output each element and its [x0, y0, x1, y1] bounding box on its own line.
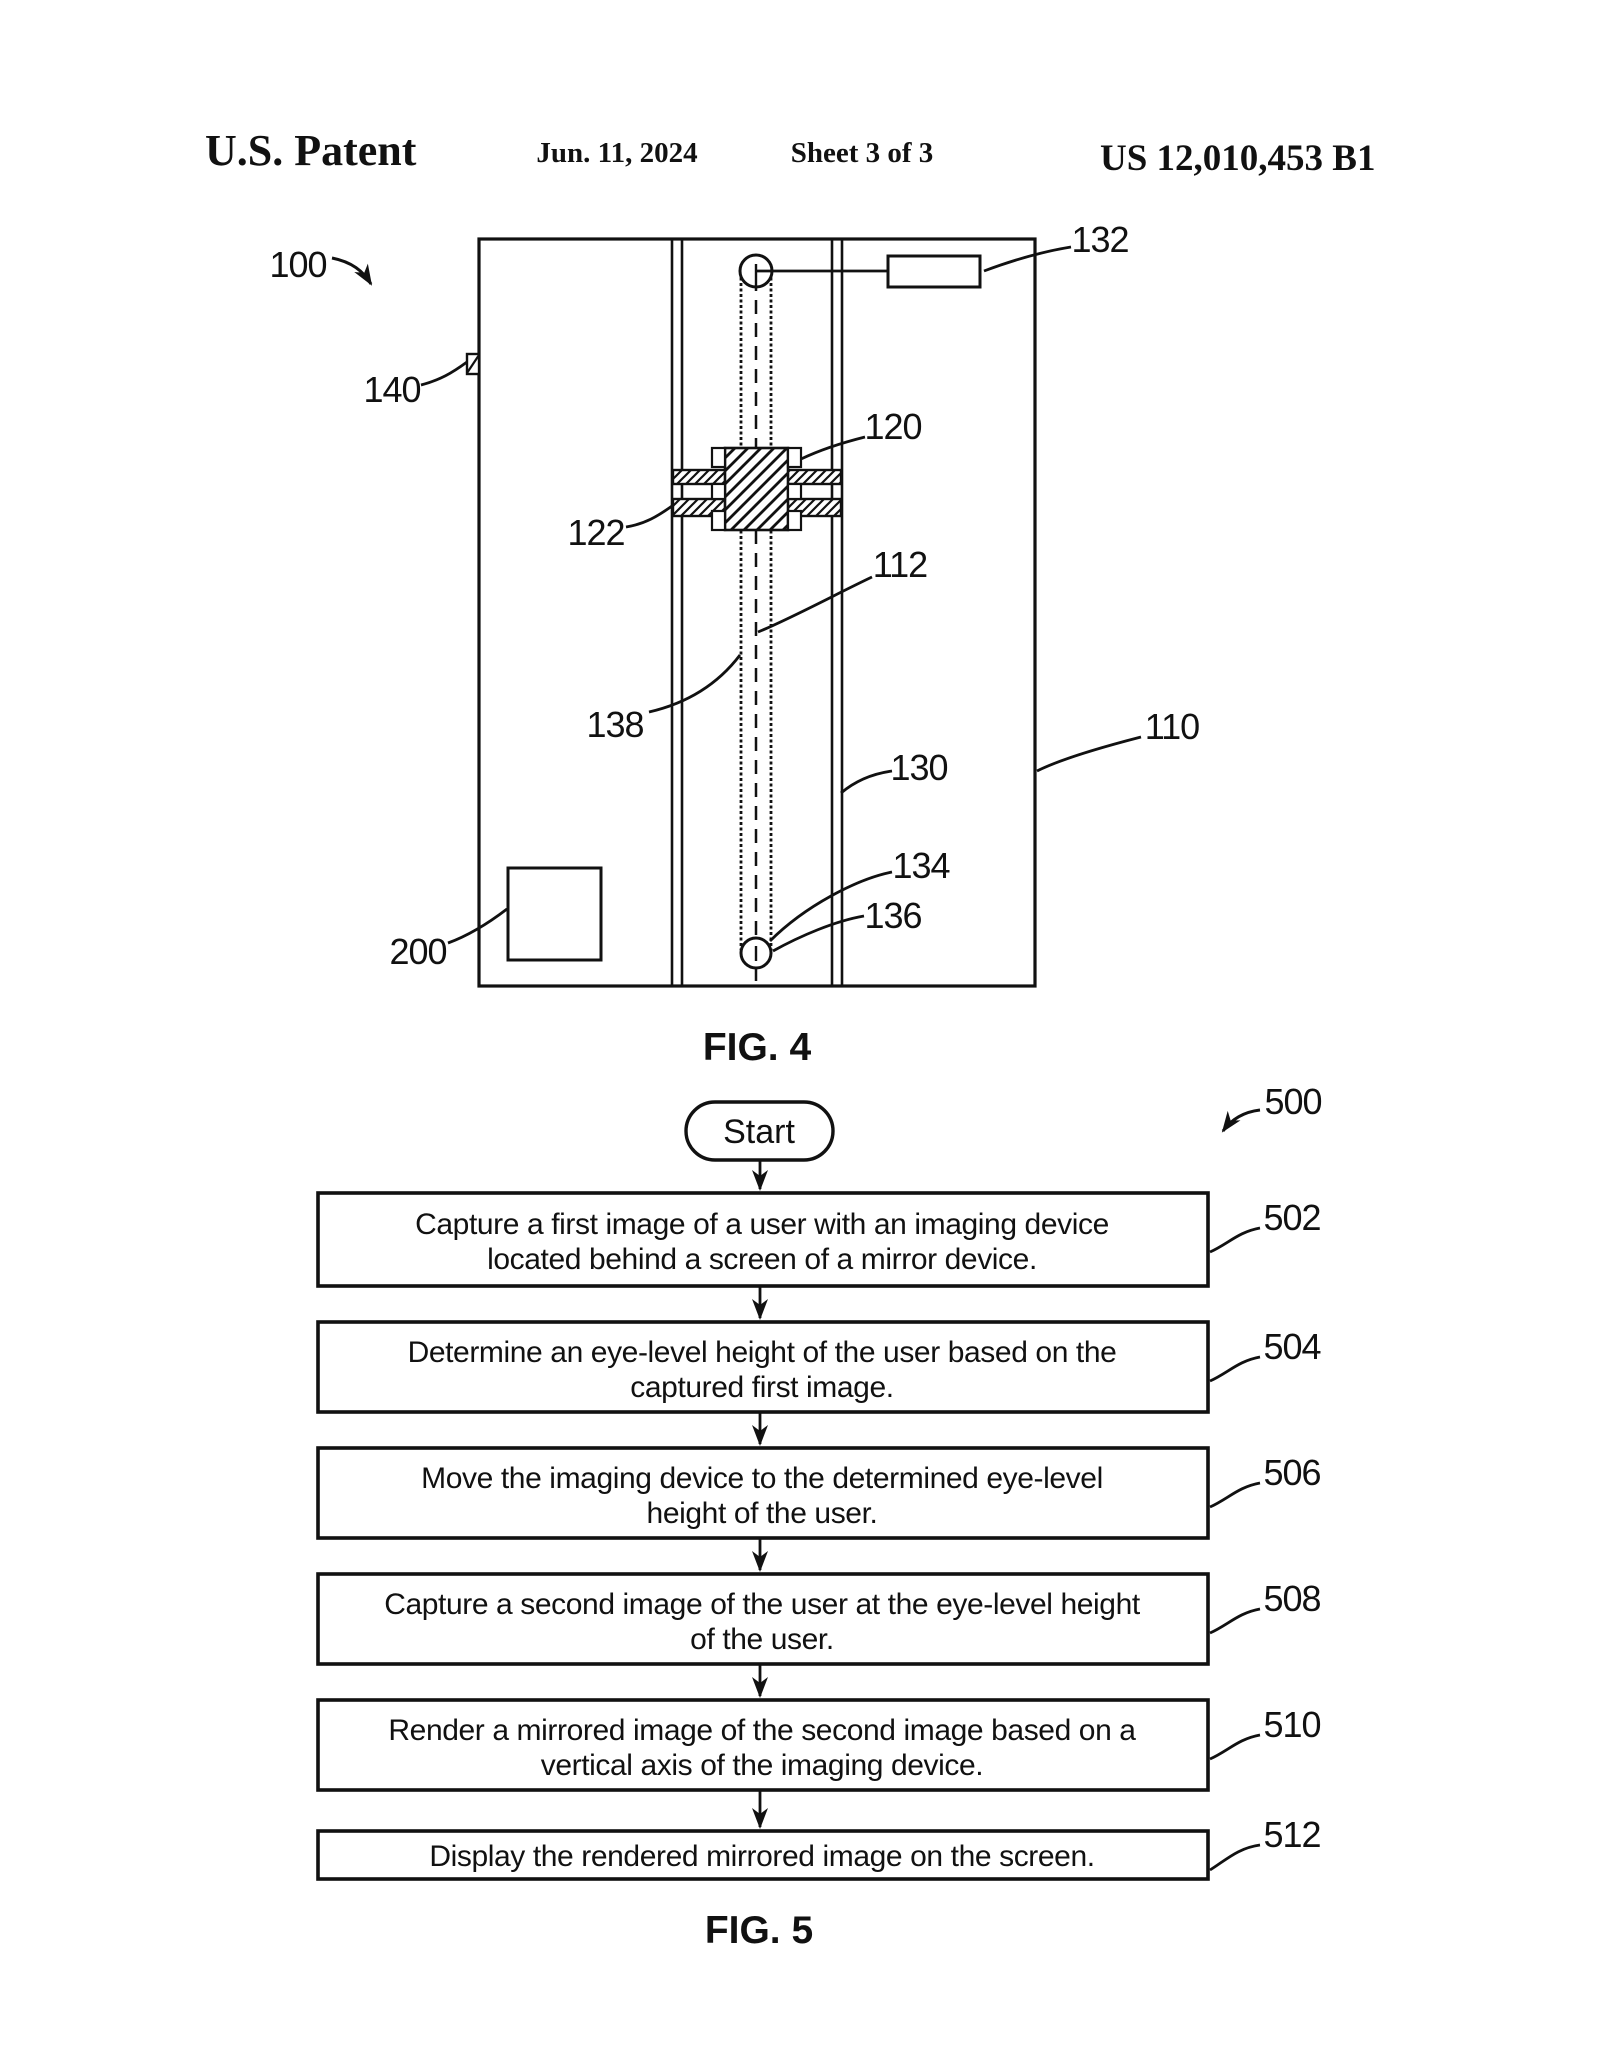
step-506-line2: height of the user.: [646, 1497, 878, 1530]
step-504-line1: Determine an eye-level height of the user based on the: [407, 1336, 1117, 1369]
header: [205, 126, 1375, 179]
ref-502: 502: [1263, 1197, 1321, 1238]
leader-510: [1210, 1735, 1260, 1759]
motor-box: [888, 256, 980, 287]
start-label: Start: [723, 1113, 795, 1151]
step-510-line1: Render a mirrored image of the second image based on a: [388, 1714, 1136, 1747]
step-506-line1: Move the imaging device to the determined eye-level: [421, 1462, 1103, 1495]
carriage-ear-top-right: [788, 448, 801, 467]
ref-136: 136: [864, 895, 922, 936]
leader-140: [421, 362, 467, 385]
fig4-caption: FIG. 4: [702, 1026, 812, 1069]
leader-512: [1210, 1845, 1260, 1870]
ref-500: 500: [1264, 1081, 1322, 1122]
leader-502: [1210, 1228, 1260, 1252]
ref-504: 504: [1263, 1326, 1321, 1367]
fig5-caption: FIG. 5: [704, 1909, 814, 1952]
leader-504: [1210, 1357, 1260, 1381]
ref-112: 112: [872, 544, 928, 585]
ref-512: 512: [1263, 1814, 1321, 1855]
step-510-line2: vertical axis of the imaging device.: [540, 1749, 984, 1782]
step-508-line1: Capture a second image of the user at the eye-level height: [384, 1588, 1140, 1621]
leader-110: [1037, 737, 1141, 771]
carriage-ear-top-left: [712, 448, 725, 467]
carriage-ear-bottom-right: [788, 511, 801, 530]
leader-508: [1210, 1609, 1260, 1633]
ref-200: 200: [389, 931, 447, 972]
carriage-notch-mid-right: [788, 484, 801, 499]
leader-100: [332, 258, 371, 284]
ref-122: 122: [567, 512, 625, 553]
fig5-flowchart: [318, 1081, 1322, 1952]
ref-506: 506: [1263, 1452, 1321, 1493]
ref-134: 134: [892, 845, 950, 886]
ref-110: 110: [1144, 706, 1200, 747]
leader-500: [1223, 1110, 1260, 1131]
carriage-notch-mid-left: [712, 484, 725, 499]
fig4-drawing: [269, 219, 1199, 1069]
carriage-block: [725, 448, 788, 530]
ref-510: 510: [1263, 1704, 1321, 1745]
patent-header-number: US 12,010,453 B1: [1100, 138, 1376, 179]
step-502-line1: Capture a first image of a user with an imaging device: [415, 1208, 1109, 1241]
step-508-line2: of the user.: [690, 1623, 834, 1656]
patent-header-date: Jun. 11, 2024: [536, 137, 698, 169]
patent-header-title: U.S. Patent: [205, 126, 417, 175]
ref-138: 138: [586, 704, 644, 745]
controller-box: [508, 868, 601, 960]
patent-header-sheet: Sheet 3 of 3: [790, 137, 934, 169]
ref-132: 132: [1071, 219, 1129, 260]
ref-100: 100: [269, 244, 327, 285]
step-502-line2: located behind a screen of a mirror device.: [487, 1243, 1037, 1276]
step-512-line1: Display the rendered mirrored image on the screen.: [429, 1840, 1095, 1873]
ref-120: 120: [864, 406, 922, 447]
ref-508: 508: [1263, 1578, 1321, 1619]
ref-130: 130: [890, 747, 948, 788]
ref-140: 140: [363, 369, 421, 410]
leader-506: [1210, 1483, 1260, 1507]
step-504-line2: captured first image.: [630, 1371, 894, 1404]
carriage-ear-bottom-left: [712, 511, 725, 530]
